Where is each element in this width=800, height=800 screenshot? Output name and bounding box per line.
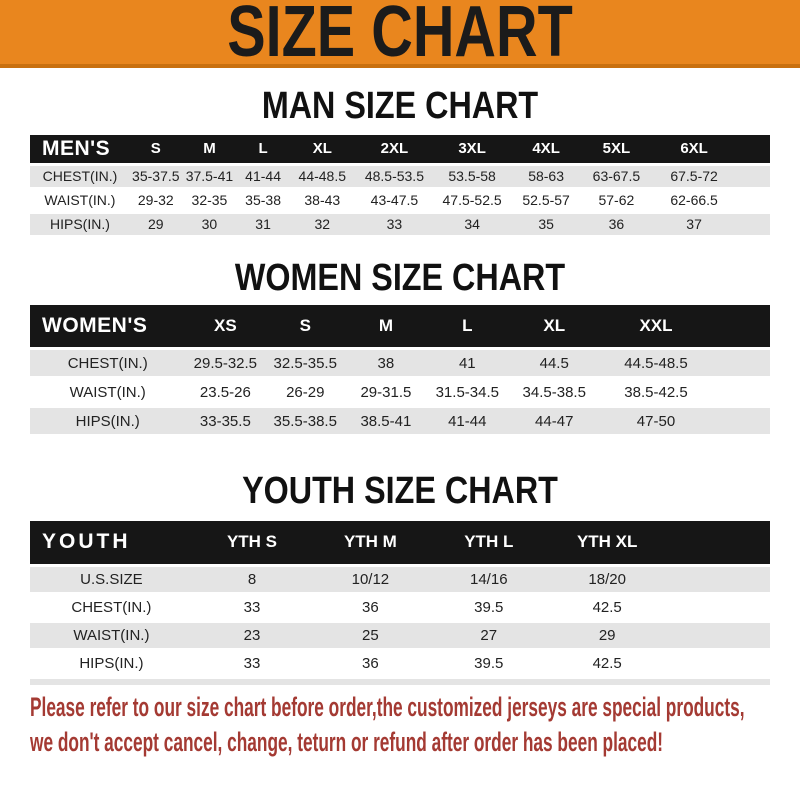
table-group-label: MEN'S: [30, 135, 130, 164]
size-value-cell: 39.5: [430, 649, 548, 677]
size-column-header: XS: [185, 305, 265, 349]
table-row: [30, 593, 770, 621]
size-column-header: 4XL: [511, 135, 581, 164]
disclaimer-text-2: we don't accept cancel, change, teturn or refund after order has been placed!: [30, 726, 664, 757]
size-column-header: 5XL: [581, 135, 651, 164]
size-value-cell: 38.5-42.5: [600, 378, 711, 407]
header-row: [30, 135, 770, 164]
size-value-cell: 67.5-72: [652, 164, 737, 188]
spacer-cell: [711, 349, 770, 378]
table-row: [30, 349, 770, 378]
size-value-cell: 32: [289, 212, 356, 236]
size-value-cell: 42.5: [548, 649, 666, 677]
table-row: [30, 407, 770, 436]
size-value-cell: 44.5: [508, 349, 601, 378]
size-chart-banner: [0, 0, 800, 72]
header-row: [30, 305, 770, 349]
table-row: [30, 188, 770, 212]
size-column-header: XL: [289, 135, 356, 164]
size-value-cell: 31: [237, 212, 289, 236]
row-label: CHEST(IN.): [30, 164, 130, 188]
size-value-cell: 48.5-53.5: [356, 164, 434, 188]
spacer-cell: [711, 305, 770, 349]
size-value-cell: 33: [193, 649, 311, 677]
size-value-cell: 36: [311, 593, 429, 621]
header-row: [30, 521, 770, 565]
size-value-cell: 31.5-34.5: [427, 378, 508, 407]
size-value-cell: 37: [652, 212, 737, 236]
size-value-cell: 44.5-48.5: [600, 349, 711, 378]
size-value-cell: 57-62: [581, 188, 651, 212]
table-group-label: WOMEN'S: [30, 305, 185, 349]
size-value-cell: 47.5-52.5: [433, 188, 511, 212]
size-column-header: L: [427, 305, 508, 349]
spacer-cell: [666, 593, 770, 621]
table-row: [30, 378, 770, 407]
table-row: [30, 621, 770, 649]
size-column-header: 2XL: [356, 135, 434, 164]
row-label: HIPS(IN.): [30, 649, 193, 677]
size-value-cell: 34.5-38.5: [508, 378, 601, 407]
table-bottom-band: [30, 679, 770, 685]
size-value-cell: 29-32: [130, 188, 182, 212]
size-value-cell: 32-35: [182, 188, 238, 212]
size-column-header: XXL: [600, 305, 711, 349]
size-value-cell: 27: [430, 621, 548, 649]
size-value-cell: 38-43: [289, 188, 356, 212]
spacer-cell: [737, 188, 770, 212]
size-value-cell: 63-67.5: [581, 164, 651, 188]
row-label: HIPS(IN.): [30, 407, 185, 436]
spacer-cell: [711, 378, 770, 407]
table-row: [30, 164, 770, 188]
spacer-cell: [711, 407, 770, 436]
size-column-header: XL: [508, 305, 601, 349]
size-column-header: M: [345, 305, 426, 349]
size-value-cell: 29.5-32.5: [185, 349, 265, 378]
size-value-cell: 35: [511, 212, 581, 236]
youth-size-table: [30, 521, 770, 679]
spacer-cell: [666, 649, 770, 677]
spacer-cell: [666, 621, 770, 649]
spacer-cell: [737, 212, 770, 236]
size-value-cell: 35-38: [237, 188, 289, 212]
size-column-header: S: [265, 305, 345, 349]
size-value-cell: 30: [182, 212, 238, 236]
size-value-cell: 14/16: [430, 565, 548, 593]
size-column-header: S: [130, 135, 182, 164]
row-label: WAIST(IN.): [30, 188, 130, 212]
size-value-cell: 36: [581, 212, 651, 236]
size-column-header: YTH L: [430, 521, 548, 565]
spacer-cell: [666, 565, 770, 593]
size-value-cell: 10/12: [311, 565, 429, 593]
men-size-section: [0, 86, 800, 238]
spacer-cell: [737, 164, 770, 188]
size-value-cell: 44-48.5: [289, 164, 356, 188]
row-label: CHEST(IN.): [30, 349, 185, 378]
disclaimer-line-1: [30, 692, 800, 727]
size-value-cell: 41: [427, 349, 508, 378]
size-value-cell: 18/20: [548, 565, 666, 593]
women-section-heading: WOMEN SIZE CHART: [234, 256, 566, 299]
row-label: HIPS(IN.): [30, 212, 130, 236]
row-label: CHEST(IN.): [30, 593, 193, 621]
size-value-cell: 29: [548, 621, 666, 649]
size-value-cell: 23: [193, 621, 311, 649]
size-value-cell: 37.5-41: [182, 164, 238, 188]
banner-title: SIZE CHART: [227, 0, 573, 72]
size-value-cell: 38: [345, 349, 426, 378]
size-value-cell: 42.5: [548, 593, 666, 621]
men-section-heading: MAN SIZE CHART: [261, 85, 539, 127]
row-label: U.S.SIZE: [30, 565, 193, 593]
size-column-header: YTH M: [311, 521, 429, 565]
size-value-cell: 33: [356, 212, 434, 236]
size-value-cell: 36: [311, 649, 429, 677]
size-value-cell: 62-66.5: [652, 188, 737, 212]
size-value-cell: 44-47: [508, 407, 601, 436]
size-value-cell: 34: [433, 212, 511, 236]
size-value-cell: 47-50: [600, 407, 711, 436]
size-value-cell: 8: [193, 565, 311, 593]
size-value-cell: 26-29: [265, 378, 345, 407]
size-value-cell: 38.5-41: [345, 407, 426, 436]
mens-size-table: [30, 135, 770, 238]
row-label: WAIST(IN.): [30, 378, 185, 407]
size-value-cell: 25: [311, 621, 429, 649]
size-value-cell: 39.5: [430, 593, 548, 621]
size-column-header: L: [237, 135, 289, 164]
size-value-cell: 32.5-35.5: [265, 349, 345, 378]
spacer-cell: [666, 521, 770, 565]
disclaimer: [0, 692, 800, 762]
size-value-cell: 41-44: [427, 407, 508, 436]
womens-size-table: [30, 305, 770, 438]
size-column-header: YTH XL: [548, 521, 666, 565]
table-row: [30, 212, 770, 236]
size-value-cell: 23.5-26: [185, 378, 265, 407]
size-column-header: YTH S: [193, 521, 311, 565]
size-value-cell: 29-31.5: [345, 378, 426, 407]
table-group-label: YOUTH: [30, 521, 193, 565]
women-size-section: [0, 258, 800, 438]
spacer-cell: [737, 135, 770, 164]
disclaimer-text-1: Please refer to our size chart before order,the customized jerseys are special products,: [30, 691, 745, 722]
size-value-cell: 52.5-57: [511, 188, 581, 212]
size-value-cell: 41-44: [237, 164, 289, 188]
table-row: [30, 565, 770, 593]
size-value-cell: 33-35.5: [185, 407, 265, 436]
size-value-cell: 43-47.5: [356, 188, 434, 212]
size-value-cell: 29: [130, 212, 182, 236]
youth-section-heading: YOUTH SIZE CHART: [242, 470, 558, 512]
size-value-cell: 58-63: [511, 164, 581, 188]
size-value-cell: 35-37.5: [130, 164, 182, 188]
size-value-cell: 33: [193, 593, 311, 621]
size-column-header: 3XL: [433, 135, 511, 164]
row-label: WAIST(IN.): [30, 621, 193, 649]
size-value-cell: 53.5-58: [433, 164, 511, 188]
table-row: [30, 649, 770, 677]
size-value-cell: 35.5-38.5: [265, 407, 345, 436]
youth-size-section: [0, 471, 800, 685]
size-column-header: M: [182, 135, 238, 164]
disclaimer-line-2: [30, 727, 800, 762]
size-column-header: 6XL: [652, 135, 737, 164]
